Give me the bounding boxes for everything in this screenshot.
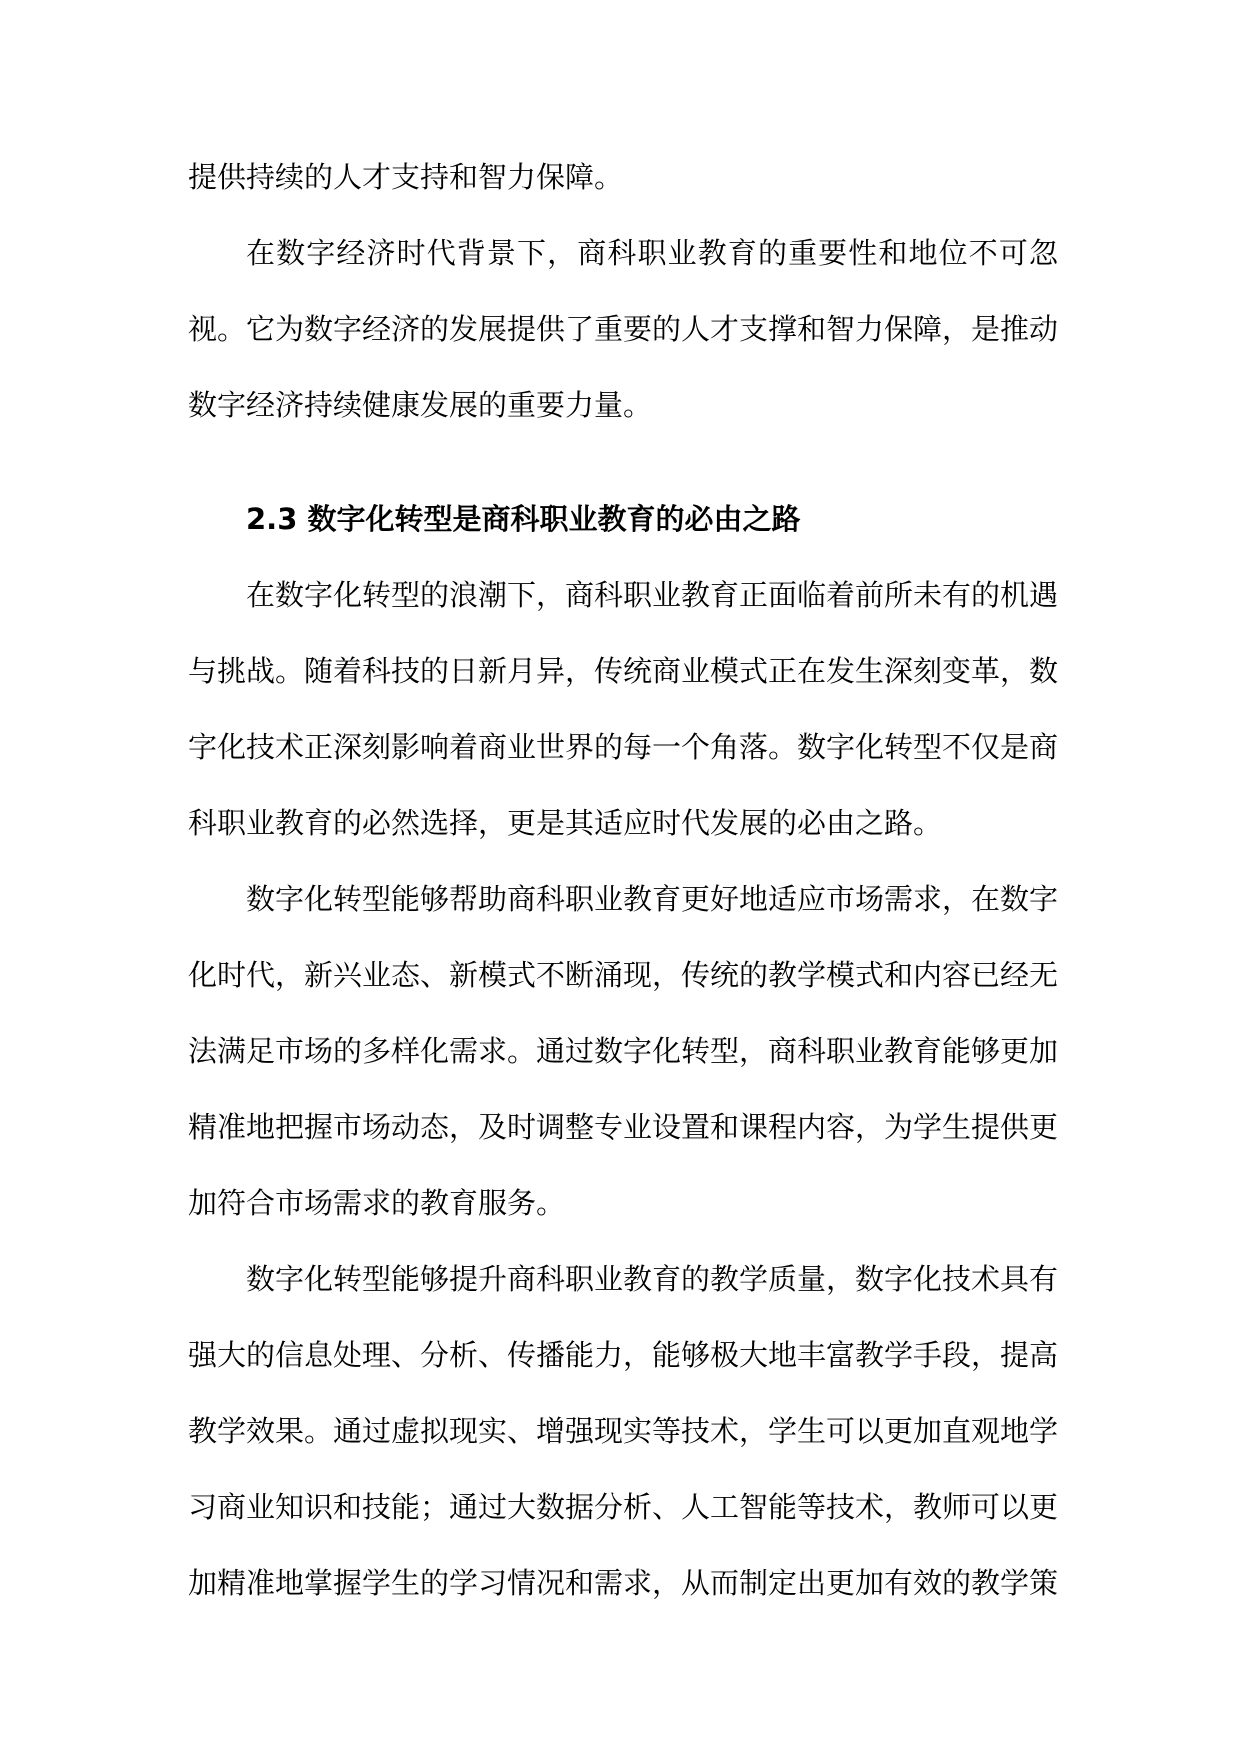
document-body bbox=[188, 139, 1058, 1621]
paragraph-continuation: 提供持续的人才支持和智力保障。 bbox=[188, 160, 624, 194]
section-heading-2-3: 2.3 数字化转型是商科职业教育的必由之路 bbox=[246, 502, 801, 536]
paragraph-transformation-opportunity: 在数字化转型的浪潮下，商科职业教育正面临着前所未有的机遇与挑战。随着科技的日新月异，传统商业模式正在发生深刻变革，数字化技术正深刻影响着商业世界的每一个角落。数字化转型不仅是商科职业教育的必然选择，更是其适应时代发展的必由之路。 bbox=[188, 578, 1059, 840]
paragraph-market-demand: 数字化转型能够帮助商科职业教育更好地适应市场需求，在数字化时代，新兴业态、新模式不断涌现，传统的教学模式和内容已经无法满足市场的多样化需求。通过数字化转型，商科职业教育能够更加精准地把握市场动态，及时调整专业设置和课程内容，为学生提供更加符合市场需求的教育服务。 bbox=[188, 882, 1059, 1220]
paragraph-teaching-quality: 数字化转型能够提升商科职业教育的教学质量，数字化技术具有强大的信息处理、分析、传播能力，能够极大地丰富教学手段，提高教学效果。通过虚拟现实、增强现实等技术，学生可以更加直观地学习商业知识和技能；通过大数据分析、人工智能等技术，教师可以更加精准地掌握学生的学习情况和需求，从而制定出更加有效的教学策 bbox=[188, 1262, 1059, 1600]
paragraph-digital-economy-importance: 在数字经济时代背景下，商科职业教育的重要性和地位不可忽视。它为数字经济的发展提供了重要的人才支撑和智力保障，是推动数字经济持续健康发展的重要力量。 bbox=[188, 236, 1059, 422]
